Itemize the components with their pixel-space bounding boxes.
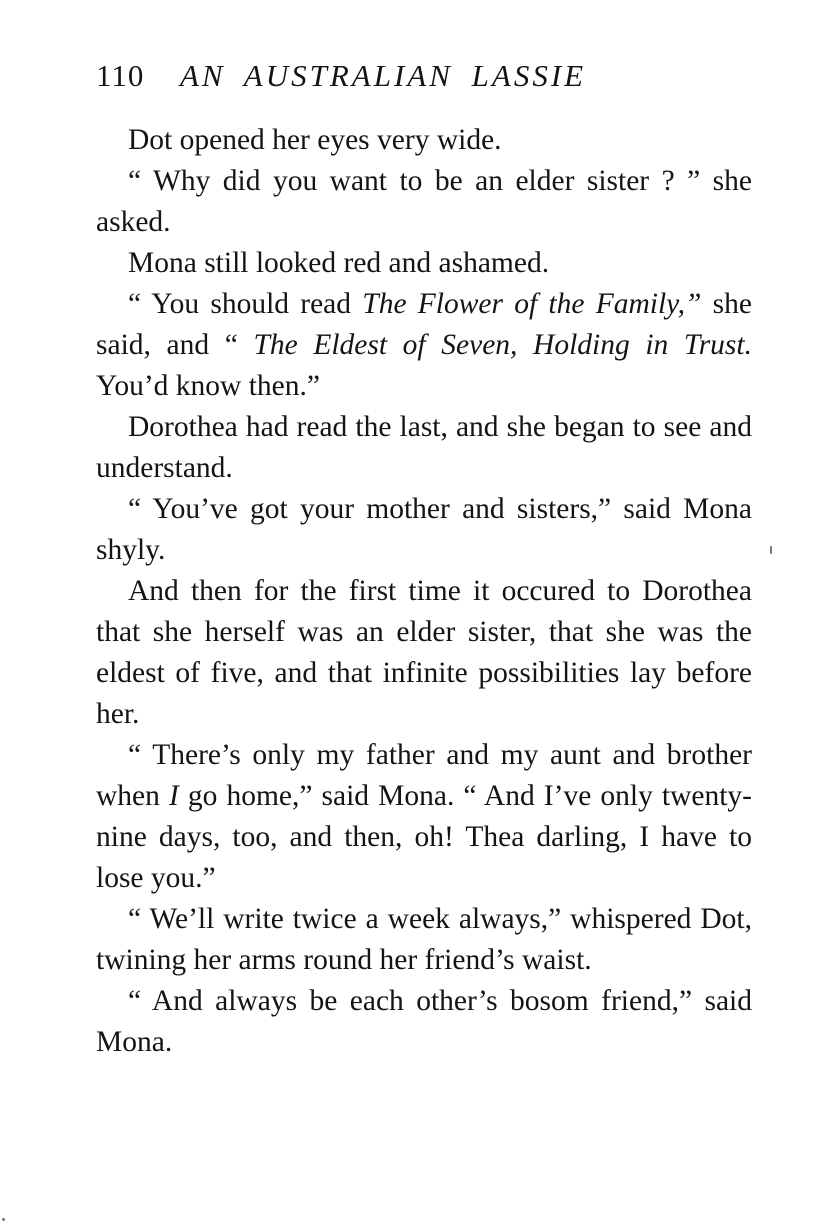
paragraph-2: “ Why did you want to be an elder sister ? ” she asked.: [96, 165, 752, 238]
book-titles-eldest-of-seven: The Eldest of Seven, Holding in Trust.: [253, 329, 752, 361]
paragraph-5: Dorothea had read the last, and she began to see and understand.: [96, 411, 752, 484]
paragraph-8-part-a: “ There’s only my father and my aunt and brother when: [96, 739, 752, 812]
scan-speck: [2, 1218, 5, 1221]
paragraph-1: Dot opened her eyes very wide.: [128, 124, 502, 156]
paragraph-10: “ And always be each other’s bosom friend,” said Mona.: [96, 985, 752, 1058]
page-body: [96, 120, 752, 1063]
paragraph-4-part-c: she said, and “: [96, 288, 753, 361]
scan-speck: [770, 546, 772, 554]
running-header: [96, 58, 586, 94]
running-title: AN AUSTRALIAN LASSIE: [180, 58, 587, 93]
paragraph-3: Mona still looked red and ashamed.: [128, 247, 550, 279]
page-number: 110: [96, 58, 145, 93]
paragraph-4: [96, 284, 752, 407]
paragraph-4-part-a: “ You should read: [128, 288, 363, 320]
paragraph-6: “ You’ve got your mother and sisters,” said Mona shyly.: [96, 493, 752, 566]
paragraph-9: “ We’ll write twice a week always,” whispered Dot, twining her arms round her friend’s waist.: [96, 903, 752, 976]
paragraph-7: And then for the first time it occured to Dorothea that she herself was an elder sister, that she was the eldest of five, and that infinite possibilities lay before her.: [96, 575, 752, 730]
paragraph-8-part-c: go home,” said Mona. “ And I’ve only twenty-nine days, too, and then, oh! Thea darling, I have to lose you.”: [96, 780, 753, 894]
book-title-flower-of-the-family: The Flower of the Family,”: [362, 288, 702, 320]
paragraph-4-part-e: You’d know then.”: [96, 370, 320, 402]
emphasis-i: I: [168, 780, 179, 812]
paragraph-8: [96, 735, 752, 899]
